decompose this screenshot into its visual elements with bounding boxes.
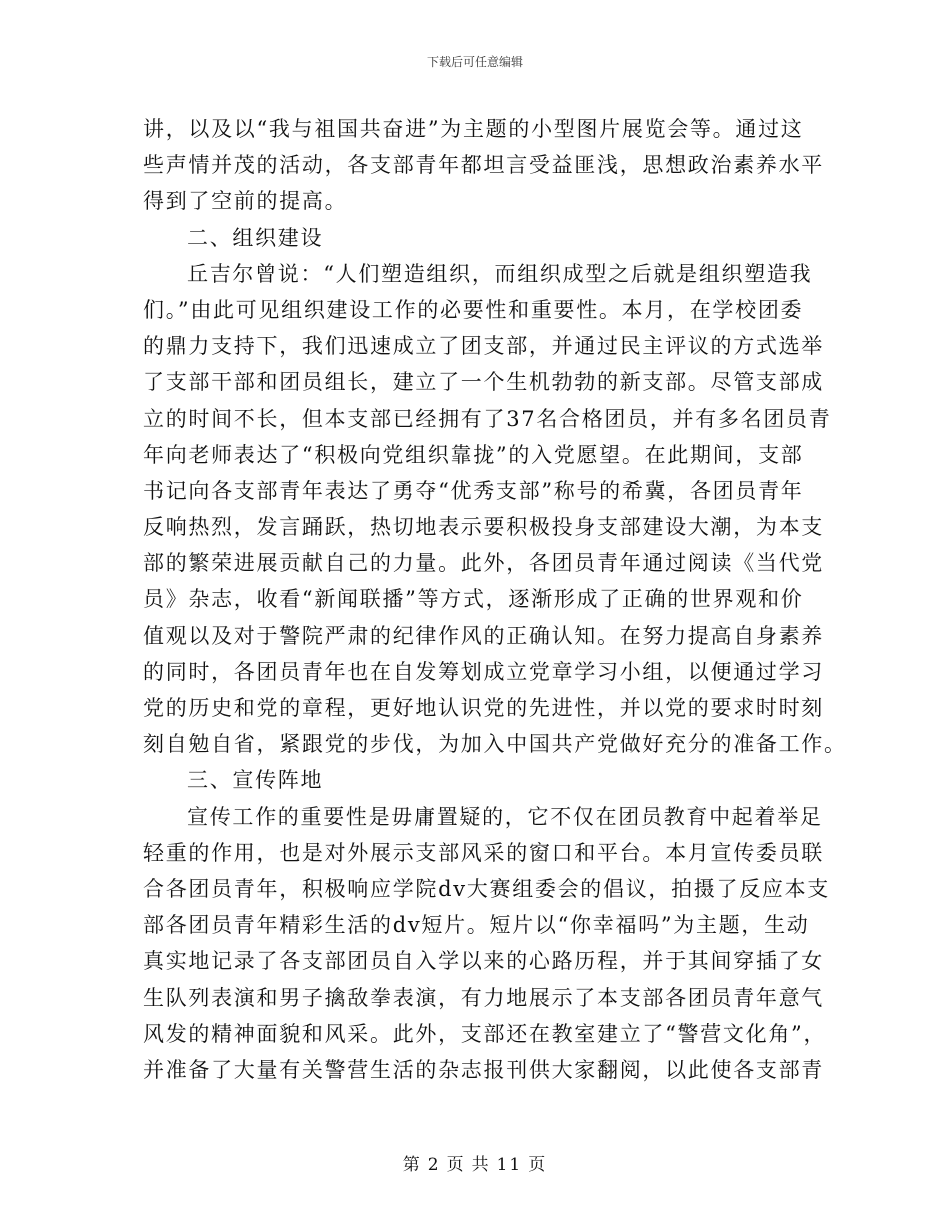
page-footer — [0, 1154, 950, 1176]
body-line: 了支部干部和团员组长，建立了一个生机勃勃的新支部。尽管支部成 — [143, 370, 824, 395]
body-line: 反响热烈，发言踊跃，热切地表示要积极投身支部建设大潮，为本支 — [143, 515, 824, 540]
footer-prefix: 第 — [402, 1155, 422, 1175]
body-line: 书记向各支部青年表达了勇夺“优秀支部”称号的希冀，各团员青年 — [143, 478, 804, 503]
footer-suffix: 页 — [528, 1155, 548, 1175]
body-line: 刻自勉自省，紧跟党的步伐，为加入中国共产党做好充分的准备工作。 — [143, 732, 847, 757]
body-line: 年向老师表达了“积极向党组织靠拢”的入党愿望。在此期间，支部 — [143, 442, 804, 467]
body-line: 部各团员青年精彩生活的dv短片。短片以“你幸福吗”为主题，生动 — [143, 913, 810, 938]
paragraph-start: 丘吉尔曾说：“人们塑造组织，而组织成型之后就是组织塑造我 — [187, 261, 813, 286]
body-line: 生队列表演和男子擒敌拳表演，有力地展示了本支部各团员青年意气 — [143, 985, 824, 1010]
body-line: 合各团员青年，积极响应学院dv大赛组委会的倡议，拍摄了反应本支 — [143, 876, 831, 901]
body-line: 并准备了大量有关警营生活的杂志报刊供大家翻阅，以此使各支部青 — [143, 1057, 824, 1082]
body-line: 员》杂志，收看“新闻联播”等方式，逐渐形成了正确的世界观和价 — [143, 587, 804, 612]
body-line: 立的时间不长，但本支部已经拥有了37名合格团员，并有多名团员青 — [143, 406, 832, 431]
footer-page-label: 页 — [446, 1155, 466, 1175]
footer-total-label: 共 — [471, 1155, 491, 1175]
body-line: 值观以及对于警院严肃的纪律作风的正确认知。在努力提高自身素养 — [143, 623, 824, 648]
body-line: 风发的精神面貌和风采。此外，支部还在教室建立了“警营文化角”， — [143, 1021, 827, 1046]
footer-page-total: 11 — [496, 1155, 523, 1175]
body-line: 部的繁荣进展贡献自己的力量。此外，各团员青年通过阅读《当代党 — [143, 551, 824, 576]
document-body — [143, 111, 847, 1088]
body-line: 得到了空前的提高。 — [143, 189, 348, 214]
body-line: 讲，以及以“我与祖国共奋进”为主题的小型图片展览会等。通过这 — [143, 117, 804, 141]
body-line: 真实地记录了各支部团员自入学以来的心路历程，并于其间穿插了女 — [143, 949, 824, 974]
section-heading: 三、宣传阵地 — [187, 768, 324, 793]
paragraph-start: 宣传工作的重要性是毋庸置疑的，它不仅在团员教育中起着举足 — [187, 804, 823, 829]
body-line: 的鼎力支持下，我们迅速成立了团支部，并通过民主评议的方式选举 — [143, 334, 824, 359]
section-heading: 二、组织建设 — [187, 225, 324, 250]
body-line: 的同时，各团员青年也在自发筹划成立党章学习小组，以便通过学习 — [143, 659, 824, 684]
footer-page-current: 2 — [427, 1155, 441, 1175]
body-line: 些声情并茂的活动，各支部青年都坦言受益匪浅，思想政治素养水平 — [143, 153, 824, 178]
page-header: 下载后可任意编辑 — [426, 55, 523, 69]
body-line: 党的历史和党的章程，更好地认识党的先进性，并以党的要求时时刻 — [143, 696, 824, 720]
body-line: 们。”由此可见组织建设工作的必要性和重要性。本月，在学校团委 — [143, 297, 804, 322]
body-line: 轻重的作用，也是对外展示支部风采的窗口和平台。本月宣传委员联 — [143, 840, 824, 865]
